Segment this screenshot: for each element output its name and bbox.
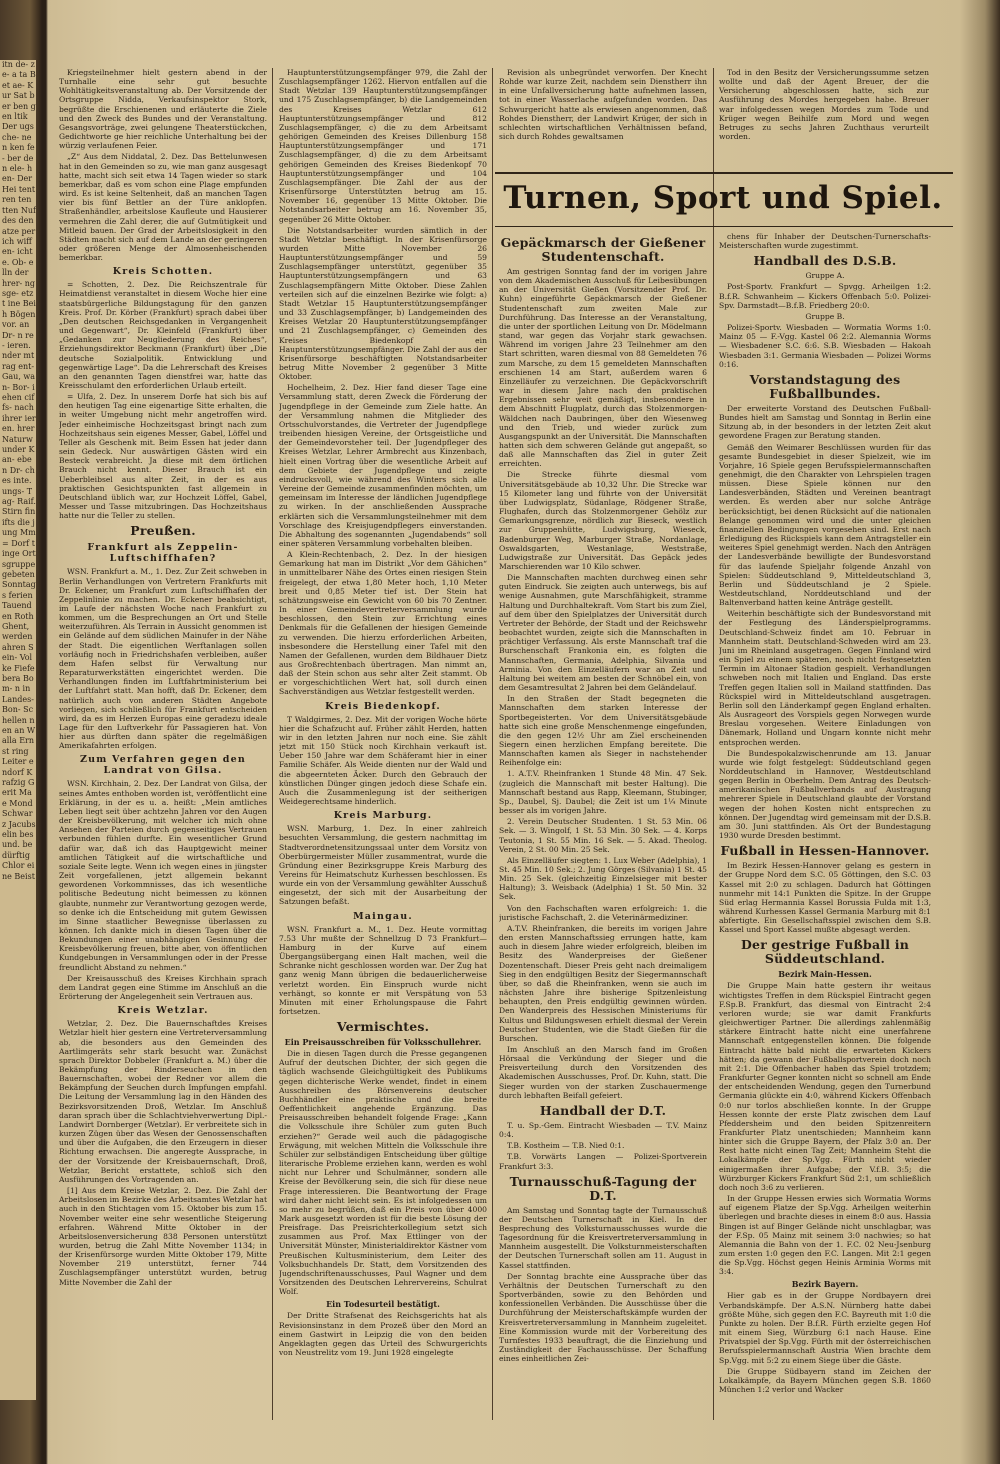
subsection-heading: Bezirk Bayern. — [791, 1279, 859, 1290]
column-3 — [499, 232, 707, 1420]
section-heading: Preußen. — [130, 523, 196, 539]
article-headline: Ein Todesurteil bestätigt. — [326, 1299, 440, 1310]
article-text: 2. Verein Deutscher Studenten. 1 St. 53 Min. 06 Sek. — 3. Wingolf, 1 St. 53 Min. 30 Sek. — 4. Korps Teutonia, 1 St. 55 Min. 16 Sek. — 5. Akad. Theolog. Verein, 2 St. 00 Min. 25 Sek. — [499, 817, 707, 854]
column-4 — [719, 232, 931, 1420]
match-result: T. u. Sp.-Gem. Eintracht Wiesbaden — T.V. Mainz 0:4. — [499, 1120, 707, 1140]
article-text: Tod in den Besitz der Versicherungssumme setzen wollte und daß der Agent Breuer, der die Versicherung abgeschlossen hatte, sich zur Ausführung des Mordes hergegeben habe. Breuer war infolgedessen wegen Mordes zum Tode und Krüger wegen Beihilfe zum Mord und wegen Betruges zu sechs Jahren Zuchthaus verurteilt worden. — [719, 68, 929, 142]
subsection-heading: Bezirk Main-Hessen. — [778, 969, 872, 980]
article-text: = Schotten, 2. Dez. Die Reichszentrale für Heimatdienst veranstaltet in diesem Woche hier eine staatsbürgerliche Bildungstagung für den ganzen Kreis. Prof. Dr. Körber (Frankfurt) sprach dabei über „Den deutschen Reichsgedanken in Vergangenheit und Gegenwart“, Dr. Kleinfeld (Frankfurt) über „Gedanken zur Neugliederung des Reiches“, Erziehungsdirektor Beckmann (Frankfurt) über „Die deutsche Sozialpolitik. Entwicklung und gegenwärtige Lage“. Da die Lehrerschaft des Kreises an den genannten Tagen dienstfrei war, hatte das Kreisschulamt den erforderlichen Urlaub erteilt. — [59, 280, 267, 390]
group-label: Gruppe B. — [805, 311, 845, 321]
match-result: T.B. Kostheim — T.B. Nied 0:1. — [507, 1141, 625, 1151]
article-text: 1. A.T.V. Rheinfranken 1 Stunde 48 Min. 47 Sek. (zugleich die Mannschaft mit bester Haltung). Die Mannschaft bestand aus Rapp, Kleemann, Stubinger, Sp., Daubel, Sj. Daubel; die Zeit ist um 1¼ Minute besser als im vorigen Jahre. — [499, 769, 707, 816]
article-text: Als Einzelläufer siegten: 1. Lux Weber (Adelphia), 1 St. 45 Min. 10 Sek.; 2. Jung Görges (Silvania) 1 St. 45 Min. 25 Sek. (gleichzeitig Einzelsieger mit bester Haltung); 3. Weisback (Adelphia) 1 St. 50 Min. 32 Sek. — [499, 855, 707, 902]
article-headline: Handball des D.S.B. — [753, 253, 897, 269]
article-text: Revision als unbegründet verworfen. Der Knecht Rohde war kurze Zeit, nachdem sein Dienstherr ihn in eine Unfallversicherung hatte aufnehmen lassen, tot in einer Wasserlache aufgefunden worden. Das Schwurgericht hatte als erwiesen angenommen, daß Rohdes Dienstherr, der Landwirt Krüger, der sich in schlechten wirtschaftlichen Verhältnissen befand, sich durch Rohdes gewaltsamen — [499, 68, 707, 142]
article-text: T Waldgirmes, 2. Dez. Mit der vorigen Woche hörte hier die Schafzucht auf. Früher zählt Herden, hatten wir in den letzten Jahren nur noch eine. Sie zählt jetzt mit 150 Stück noch Kirchhain verkauft ist. Ueber 150 Jahre war dem Schäferamt hier in einer Familie Schäfer. Als Weide dienten nur der Wald und die abgeernteten Äcker. Durch den Gebrauch der künstlichen Dünger gingen jedoch diese Schafe ein. Auch die Zusammenlegung ist der seitherigen Weidegerechtsame hinderlich. — [279, 714, 487, 807]
article-text: Gemäß den Weimarer Beschlüssen wurden für das gesamte Bundesgebiet in dieser Spielzeit, wie im Vorjahre, 16 Spiele gegen Berufsspielermannschaften genehmigt, die den Charakter von Lehrspielen tragen müssen. Diese Spiele können nur den Landesverbänden, Städten und Vereinen beantragt werden. Es werden aber nur solche Anträge berücksichtigt, bei denen Rücksicht auf die nationalen Belange genommen wird und die unter gleichen finanziellen Bedingungen vorgesehen sind. Erst nach Erledigung des Rückspiels kann dem Antragsteller ein weiteres Spiel genehmigt werden. Nach den Anträgen der Landesverbände bewilligte der Bundesvorstand für das laufende Spieljahr folgende Anzahl von Spielen: Süddeutschland 9, Mitteldeutschland 3, Berlin und Süddeutschland je 2 Spiele. Westdeutschland, Norddeutschland und der Baltenverband hatten keine Anträge gestellt. — [719, 442, 931, 608]
article-text: In den Straßen der Stadt begegneten die Mannschaften dem starken Interesse der Sportbegeisterten. Vor dem Universitätsgebäude hatte sich eine große Menschenmenge eingefunden, die den gegen 12½ Uhr am Ziel erscheinenden Siegern einen herzlichen Empfang bereitete. Die Mannschaften kamen als Sieger in nachstehender Reihenfolge ein: — [499, 694, 707, 768]
match-result: T.B. Vorwärts Langen — Polizei-Sportverein Frankfurt 3:3. — [499, 1152, 707, 1171]
article-text: Hier gab es in der Gruppe Nordbayern drei Verbandskämpfe. Der A.S.N. Nürnberg hatte dabei größte Mühe, sich gegen den F.C. Bayreuth mit 1:0 die Punkte zu holen. Der B.f.R. Fürth erzielte gegen Hof mit einem Sieg, Würzburg 6:1 nach Hause. Eine Privatspiel der Sp.Vgg. Fürth mit der österreichischen Berufsspielermannschaft Austria Wien brachte dem Sp.Vgg. mit 5:2 zu einem Siege über die Gäste. — [719, 1291, 931, 1365]
article-text: Der erweiterte Vorstand des Deutschen Fußball-Bundes hielt am Samstag und Sonntag in Berlin eine Sitzung ab, in der besonders in der letzten Zeit akut gewordene Fragen zur Beratung standen. — [719, 403, 931, 441]
section-heading: Kreis Schotten. — [112, 266, 214, 278]
article-text: WSN. Kirchhain, 2. Dez. Der Landrat von Gilsa, der seines Amtes enthoben worden ist, veröffentlicht eine Erklärung, in der es u. a. heißt: „Mein amtliches Leben liegt seit über achtzehn Jahren vor den Augen der Kreisbevölkerung, mit welcher ich mich ohne Ansehen der Parteien durch gegenseitiges Vertrauen verbunden fühlen durfte. Ein wesentlicher Grund dafür war, daß ich das Hauptgewicht meiner amtlichen Tätigkeit auf die wirtschaftliche und soziale Seite legte. Wenn ich wegen eines in jüngster Zeit vorgefallenen, jetzt allgemein bekannt gewordenen Vorkommnisses, das ich wesentliche politische Bedeutung nicht beimessen zu können glaubte, nunmehr zur Verantwortung gezogen werde, so denke ich die Entscheidung mit gutem Gewissen im Sinne staatlicher Bewegnisse überlassen zu können. Ich dankte mich in diesen Tagen über die Bekundungen einer unabhängigen Gesinnung der Kreisbevölkerung freuen, bitte aber, von öffentlichen Kundgebungen in Versammlungen oder in der Presse freundlicht Abstand zu nehmen.“ — [59, 779, 267, 972]
article-text: Die Strecke führte diesmal vom Universitätsgebäude ab 10,32 Uhr. Die Strecke war 15 Kilometer lang und führte von der Universität über Ludwigsplatz, Südanlage, Rödgener Straße, Flughafen, durch das Stolzenmorgener Gehölz zur Gemarkungsgrenze, nördlich zur Bieseck, westlich zur Gruppenhütte, Ludwigsburg, Wieseck, Badenburger Weg, Marburger Straße, Nordanlage, Oswaldsgarten, Westanlage, Weststraße, Ludwigstraße zur Universität. Das Gepäck jedes Marschierenden war 10 Kilo schwer. — [499, 470, 707, 571]
article-headline: Handball der D.T. — [539, 1102, 667, 1118]
article-text: Wetzlar, 2. Dez. Die Bauernschaftdes Kreises Wetzlar hielt hier gestern eine Vertreterversammlung ab, die besonders aus den Gemeinden des Aartlimgeräts sehr stark besucht war. Zunächst sprach Direktor Dobbeler (Frankfurt a. M.) über die Bekämpfung der Rinderseuchen in den Bauernschaften, wobei der Redner vor allem die Bekämpfung der Seuchen durch Impfungen empfahl. Die Leitung der Versammlung lag in den Händen des Bezirksvorsitzenden Droß, Wetzlar. Im Anschluß daran sprach über die Schlachtviehverwertung Dipl.-Landwirt Dornberger (Wetzlar). Er verbreitete sich in kurzen Zügen über das Wesen der Genossenschaften und über die Aufgaben, die den Erzeugern in dieser Richtung erwachsen. Die angeregte Aussprache, in der der Vorsitzende der Kreisbauernschaft, Droß, Wetzlar, Bericht erstattete, schloß sich den Ausführungen des Vortragenden an. — [59, 1019, 267, 1184]
article-text: Im Bezirk Hessen-Hannover gelang es gestern in der Gruppe Nord dem S.C. 05 Göttingen, den S.C. 03 Kassel mit 2:0 zu schlagen. Dadurch hat Göttingen nunmehr mit 14:1 Punkten die Spitze. In der Gruppe Süd erlag Hermannia Kassel Borussia Fulda mit 1:3, während Kurhessen Kassel Germania Marburg mit 8:1 abfertigte. Ein Gesellschaftsspiel zwischen dem S.B. Kassel und Sport Kassel mußte abgesagt werden. — [719, 861, 931, 935]
section-heading: Kreis Biedenkopf. — [325, 700, 441, 712]
column-2 — [279, 68, 487, 1420]
article-text: Hauptunterstützungsempfänger 979, die Zahl der Zuschlagsempfänger 1262. Hiervon entfallen auf die Stadt Wetzlar 139 Hauptunterstützungsempfänger und 175 Zuschlagsempfänger, b) die Landgemeinden des Kreises Wetzlar 612 Hauptunterstützungsempfänger und 812 Zuschlagsempfänger, c) die zu dem Arbeitsamt gehörigen Gemeinden des Kreises Dillenburg 158 Hauptunterstützungsempfänger und 171 Zuschlagsempfänger, d) die zu dem Arbeitsamt gehörigen Gemeinden des Kreises Biedenkopf 70 Hauptunterstützungsempfänger und 104 Zuschlagsempfänger. Die Zahl der aus der Krisenfürsorge Unterstützten betrug am 15. November 16, gegenüber 13 Mitte Oktober. Die Notstandsarbeiter betrug am 16. November 35, gegenüber 26 Mitte Oktober. — [279, 68, 487, 224]
column-4-top — [719, 68, 929, 168]
article-text: Weiterhin beschäftigte sich der Bundesvorstand mit der Festlegung des Länderspielprogramms. Deutschland-Schweiz findet am 10. Februar in Mannheim statt. Deutschland-Schweden wird am 23. Juni im Rheinland ausgetragen. Gegen Finnland wird ein Spiel zu einem späteren, noch nicht festgesetzten Termin im Altonaer Stadion gespielt. Verhandlungen schweben noch mit Italien und England. Das erste Treffen gegen Italien soll in Mailand stattfinden. Das Rückspiel wird in Mitteldeutschland ausgetragen. Berlin soll den Länderkampf gegen England erhalten. Als Ausrageort des Vorspiels gegen Norwegen wurde Breslau vorgesehen. Weitere Einladungen von Dänemark, Holland und Ungarn konnte nicht mehr entsprochen werden. — [719, 609, 931, 747]
column-rule — [272, 68, 273, 1420]
article-headline: Der gestrige Fußball in Süddeutschland. — [741, 937, 909, 967]
article-text: Die in diesen Tagen durch die Presse gegangenen Aufruf der deutschen Dichter, der sich gegen die täglich wachsende Gleichgültigkeit des Publikums gegen dichterische Werke wendet, findet in einem Ausschreiben des Börsenvereins deutscher Buchhändler eine praktische und die breite Oeffentlichkeit angehende Ergänzung. Das Preisausschreiben behandelt folgende Frage: „Kann die Volksschule ihre Schüler zum guten Buch erziehen?“ Gerade weil auch die pädagogische Erwägung, mit welchen Mitteln die Volksschule ihre Schüler zur selbständigen Entscheidung über gültige literarische Probleme erziehen kann, werden es wohl nicht nur Lehrer und Schulmänner, sondern alle Kreise der Bevölkerung sein, die sich für diese neue Frage interessieren. Die Beantwortung der Frage wird daher nicht leicht sein. Es ist infolgedessen um so mehr zu begrüßen, daß ein Preis von über 4000 Mark ausgesetzt worden ist für die beste Lösung der Preisfrage. Das Preisrichterkollegium setzt sich zusammen aus Prof. Max Ettlinger von der Universität Münster, Ministerialdirektor Kästner vom Preußischen Kultusministerium, dem Leiter des Volksbuchhandels Dr. Statt, dem Vorsitzenden des Jugendschriftenausschusses, Paul Wagner und dem Vorsitzenden des Deutschen Lehrervereins, Schulrat Wolf. — [279, 1049, 487, 1297]
article-text: Hochelheim, 2. Dez. Hier fand dieser Tage eine Versammlung statt, deren Zweck die Förderung der Jugendpflege in der Gemeinde zum Ziele hatte. An der Versammlung nahmen die Mitglieder des Ortsschulvorstandes, die Vertreter der Jugendpflege treibenden hiesigen Vereine, der Ortsgeistliche und der Gemeindevorsteher teil. Der Jugendpfleger des Kreises Wetzlar, Lehrer Armbrecht aus Kinzenbach, hielt einen Vortrag über die wesentliche Arbeit auf dem Gebiete der Jugendpflege und zeigte eindrucksvoll, wie während des Winters sich alle Vereine der Gemeinde zusammenfinden möchten, um gemeinsam im Interesse der ländlichen Jugendpflege zu wirken. In der anschließenden Aussprache erklärten sich die Versammlungsteilnehmer mit dem Vorschlage des Kreisjugendpflegers einverstanden. Die Abhaltung des sogenannten „Jugendabends“ soll einer späteren Versammlung vorbehalten bleiben. — [279, 383, 487, 548]
article-text: Kriegsteilnehmer hielt gestern abend in der Turnhalle eine sehr gut besuchte Wohltätigkeitsveranstaltung ab. Der Vorsitzende der Ortsgruppe Nidda, Verkaufsinspektor Stork, begrüßte die Erschienenen und erläuterte die Ziele und den Zweck des Bundes und der Veranstaltung. Gesangsvorträge, zwei gelungene Theaterstückchen, Gedichtworte ge hier reichliche Unterhaltung bei der würzig verlaufenen Feier. — [59, 68, 267, 151]
section-heading: Kreis Marburg. — [333, 810, 433, 822]
article-text: In der Gruppe Hessen erwies sich Wormatia Worms auf eigenem Platze der Sp.Vgg. Arheilgen weiterhin überlegen und brachte dieses in einem 8:0 aus. Hassia Bingen ist auf Binger Gelände nicht unschlagbar, was der F.Sp. 05 Mainz mit seinem 3:0 nachwies; so hat Alemannia die Bahn von der 1. F.C. 02 Neu-Jsenburg zum ersten 1:0 gegen den F.C. Langen. Mit 2:1 gegen die Sp.Vgg. Höchst gegen Heinis Arminia Worms mit 3:4. — [719, 1194, 931, 1277]
section-rule — [495, 226, 953, 227]
group-label: Gruppe A. — [805, 271, 845, 281]
article-text: Die Bundespokalzwischenrunde am 13. Januar wurde wie folgt festgelegt: Süddeutschland gegen Norddeutschland in Hannover, Westdeutschland gegen Berlin in Oberhelm. Dem Antrag des Deutsch-amerikanischen Fußballverbands auf Austragung mehrerer Spiele in Deutschland glaubte der Vorstand wegen der hohen Kosten nicht entsprechen zu können. Der Jugendtag wird gemeinsam mit der D.S.B. am 30. Juni stattfinden. Als Ort der Bundestagung 1930 wurde Dresden bestimmt. — [719, 748, 931, 841]
article-text: WSN. Frankfurt a. M., 1. Dez. Zur Zeit schweben in Berlin Verhandlungen von Vertretern Frankfurts mit Dr. Eckener, um Frankfurt zum Luftschiffhafen der Zeppelinlinie zu machen. Dr. Eckener beabsichtigt, im Laufe der nächsten Woche nach Frankfurt zu kommen, um die Besprechungen an Ort und Stelle weiterzuführen. Als Terrain in Aussicht genommen ist ein Gelände auf dem südlichen Mainufer in der Nähe der Stadt. Die eigentlichen Werftanlagen sollen vorläufig noch in Friedrichshafen verbleiben, außer dem Hafen selbst für Verwaltung nur Reparaturwerkstätten eingerichtet werden. Die Verhandlungen finden im Luftfahrtministerium bei der Luftfahrt statt. Man hofft, daß Dr. Eckener, dem natürlich auch von anderen Städten Angebote vorliegen, sich schließlich für Frankfurt entscheiden wird, da es im Herzen Europas eine geradezu ideale Lage für den Luftverkehr für Passagieren hat. Von hier aus dürften dann später die regelmäßigen Amerikafahrten erfolgen. — [59, 567, 267, 751]
section-banner: Turnen, Sport und Spiel. — [503, 180, 943, 216]
column-rule — [713, 68, 714, 1420]
article-headline: Gepäckmarsch der Gießener Studentenschaft. — [500, 235, 706, 264]
match-result: Polizei-Sportv. Wiesbaden — Wormatia Worms 1:0. Mainz 05 — F.-Vgg. Kastel 06 2:2. Alemannia Worms — Wiesbadener S.C. 6:6. S.B. Wiesbaden — Hakoah Wiesbaden 3:1. Germania Wiesbaden — Polizei Worms 0:16. — [719, 323, 931, 369]
column-3-top — [499, 68, 707, 168]
section-heading: Vermischtes. — [336, 1019, 430, 1035]
article-text: Am Samstag und Sonntag tagte der Turnausschuß der Deutschen Turnerschaft in Kiel. In der Besprechung des Volksturnausschusses wurde die Tagesordnung für die Kreisvertreterversammlung in Mannheim ausgestellt. Die Volksturnmeisterschaften der Deutschen Turnerschaft sollen am 11. August in Kassel stattfinden. — [499, 1205, 707, 1270]
article-text: Der Kreisausschuß des Kreises Kirchhain sprach dem Landrat gegen eine Stimme im Anschluß an die Erörterung der Angelegenheit sein Vertrauen aus. — [59, 973, 267, 1002]
article-text: chens für Inhaber der Deutschen-Turnerschafts-Meisterschaften wurde zugestimmt. — [719, 232, 931, 251]
section-heading: Kreis Wetzlar. — [117, 1005, 209, 1017]
article-text: [1] Aus dem Kreise Wetzlar, 2. Dez. Die Zahl der Arbeitslosen im Bezirke des Arbeitsamtes Wetzlar hat auch in den Stichtagen vom 15. Oktober bis zum 15. November weiter eine sehr wesentliche Steigerung erfahren. Während Mitte Oktober in der Arbeitslosenversicherung 838 Personen unterstützt wurden, betrug die Zahl Mitte November 1134; in der Krisenfürsorge wurden Mitte Oktober 179, Mitte November 219 unterstützt, ferner 744 Zuschlagsempfänger unterstützt wurden, betrug Mitte November die Zahl der — [59, 1186, 267, 1287]
article-text: Von den Fachschaften waren erfolgreich: 1. die juristische Fachschaft, 2. die Veterinärmediziner. — [499, 903, 707, 922]
article-text: WSN. Marburg, 1. Dez. In einer zahlreich besuchten Versammlung, die gestern nachmittag im Stadtverordnetensitzungssaal unter dem Vorsitz von Oberbürgermeister Müller zusammentrat, wurde die Gründung einer Bezirksgruppe Kreis Marburg des Vereins für Heimatschutz Kurhessen beschlossen. Es wurde ein von der Versammlung gewählter Ausschuß eingesetzt, der sich mit der Ausarbeitung der Satzungen befaßt. — [279, 824, 487, 907]
article-text: „Z“ Aus dem Niddatal, 2. Dez. Das Bettelunwesen hat in den Gemeinden so zu, wie man ganz ausgesagt hatte, macht sich seit etwa 14 Tagen wieder so stark bemerkbar, daß es vom schon eine Plage empfunden wird. Es ist keine Seltenheit, daß an manchen Tagen vier bis fünf Bettler an der Türe anklopfen. Straßenhändler, arbeitslose Kaufleute und Hausierer vermehren die Zahl derer, die auf Gutmütigkeit und Mitleid bauen. Der Grad der Arbeitslosigkeit in den Städten macht sich auf dem Lande an der geringeren oder größeren Menge der Almosenheischenden bemerkbar. — [59, 152, 267, 263]
article-headline: Vorstandstagung des Fußballbundes. — [749, 371, 901, 401]
adjacent-page-text: itn de- ze- a ta Bet ae- Kur Sat ber ben gen ltik Der ugs che- nen ken fe- ber den ele- hen- Der Hei tent ren ten tten Nuf des den atze per ich wiffen- ichte. Ob- elln der hrer- ngsge- etzt ine Beih Bögen vor. an Dr- n re- ieren. nder mtrag ent- Gau, wan- Bor- iehen ciffs- nach ihrer ieren. hrer Naturwunder Kan- eben Dr- ch es inte. ungs- Tag- Raif. Stirn fin ifts die jung Mm= Dorf tinge Ortsgruppe gebeten Sonntags ferien Tauenden Roth Ghent, werden ahren Sein- Volke Fiefe bera Bom- n in Landes- Bon- Schellen nen an Walla Ernst ring Leiter endorf Krafzig Gerit Mae Mond Schwarz Jacubs elin bes und. bedürftig Chlor eine Beist — [2, 60, 36, 881]
article-text: A Klein-Rechtenbach, 2. Dez. In der hiesigen Gemarkung hat man im Distrikt „Vor dem Gähichen“ in unmittelbarer Nähe des Ortes einen riesigen Stein freigelegt, der etwa 1,80 Meter hoch, 1,10 Meter breit und 0,85 Meter tief ist. Der Stein hat schätzungsweise ein Gewicht von 60 bis 70 Zentner. In einer Gemeindevertreterversammlung wurde beschlossen, den Stein zur Errichtung eines Denkmals für die Gefallenen der hiesigen Gemeinde zu verwenden. Die hierzu erforderlichen Arbeiten, insbesondere die Herstellung einer Tafel mit den Namen der Gefallenen, wurden dem Bildhauer Dietz aus Großrechtenbach übertragen. Man nimmt an, daß der Stein schon aus sehr alter Zeit stammt. Ob er vorgeschichtlichen Wert hat, soll durch einen Sachverständigen aus Wetzlar festgestellt werden. — [279, 550, 487, 697]
article-text: = Ulfa, 2. Dez. In unserem Dorfe hat sich bis auf den heutigen Tag eine eigenartige Sitte erhalten, die in weiter Umgebung nicht mehr angetroffen wird. Jeder einheimische Hochzeitsgast bringt nach zum Hochzeitshaus sein eigenes Messer, Gabel, Löffel und Teller als Geschenk mit. Beim Essen hat jeder dann sein Gedeck. Nur auswärtigen Gästen wird ein Besteck verabreicht. Ja diese mit dem örtlichen Brauch nicht kennt. Dieser Brauch ist ein Ueberbleibsel aus alter Zeit, in der es aus praktischen Gesichtspunkten fast allgemein in Deutschland üblich war, zur Hochzeit Löffel, Gabel, Messer und Tasse mitzubringen. Das Hochzeitshaus hatte nur die Teller zu stellen. — [59, 392, 267, 521]
article-text: Am gestrigen Sonntag fand der im vorigen Jahre von dem Akademischen Ausschuß für Leibesübungen an der Universität Gießen (Vorsitzender Prof. Dr. Kuhn) eingeführte Gepäckmarsch der Gießener Studentenschaft zum zweiten Male zur Durchführung. Das Interesse an der Veranstaltung, die unter der sportlichen Leitung von Dr. Mödelmann stand, war gegen das Vorjahr stark gewachsen. Während im vorigen Jahre 23 Teilnehmer am den Start schritten, waren diesmal von 88 Gemeldeten 76 zum Marsche, zu dem 15 gemeldeten Mannschaften erschienen 14 am Start, außerdem waren 6 Einzelläufer zu verzeichnen. Die Gepäckvorschrift war in diesem Jahre nach den praktischen Ergebnissen sehr weit gemäßigt, insbesondere in dem Abschnitt Flugplatz, durch das Stolzenmorgen-Wäldchen nach Daubringen, über den Wiesenweg und den Trieb, und wieder zurück zum Ausgangspunkt an der Universität. Die Mannschaften hatten sich dem schweren Gelände gut angepaßt, so daß alle Mannschaften das Ziel in guter Zeit erreichten. — [499, 267, 707, 469]
article-text: Im Anschluß an den Marsch fand im Großen Hörsaal die Verkündung der Sieger und die Preisverteilung durch den Vorsitzenden des Akademischen Ausschusses, Prof. Dr. Kuhn, statt. Die Sieger wurden von der starken Zuschauermenge durch lebhaften Beifall gefeiert. — [499, 1044, 707, 1100]
article-headline: Turnausschuß-Tagung der D.T. — [509, 1173, 697, 1203]
article-text: Der Sonntag brachte eine Aussprache über das Verhältnis der Deutschen Turnerschaft zu den Sportverbänden, sowie zu den Behörden und konfessionellen Verbänden. Die Ausschüsse über die Durchführung der Meisterschaftskämpfe wurden der Kreisvertreterversammlung in Mannheim zugeleitet. Eine Kommission wurde mit der Vorbereitung des Turnfestes 1933 beauftragt, die die Einziehung und Zuständigkeit der Fachausschüsse. Der Schaffung eines einheitlichen Zei- — [499, 1271, 707, 1364]
adjacent-page-edge — [0, 60, 36, 1400]
article-text: Die Gruppe Main hatte gestern ihr weitaus wichtigstes Treffen in dem Rückspiel Eintracht gegen F.Sp.B. Frankfurt, das diesmal von Eintracht 2:4 verloren wurde; sie war damit Frankfurts gleichwertiger Partner. Die allerdings zahlenmäßig stärkere Eintracht hatte nicht eine unerfahrene Mannschaft entgegenstellen können. Die folgende Eintracht hätte bald nicht die erwarteten Kickers hätten; da gewann der Fußballsportverein doch noch mit 2:1. Die Offenbacher haben das Spiel trotzdem; Frankfurter Gegner konnten nicht so schnell am Ende der entscheidenden Wendung, gegen den Turnerbund Germania glückte ein 4:0, während Kickers Offenbach 0:0 nur torlos abschließen konnte. In der Gruppe Hessen konnte der erste Platz zwischen dem Lauf Pfeddersheim und den beiden Spitzenreitern Frankfurter Platz unentschieden; Mannheim kann hinter sich die Gruppe Bayern, der Pfalz 3:0 an. Der Rest hatte nicht einen Tag Zeit; Mannheim Steht die Lokalkämpfe der Sp.Vgg. Fürth nicht wieder einigermaßen ihrer Aufgabe; der V.f.B. 3:5; die Würzburger Kickers Frankfurt Süd 2:1, um schließlich doch noch 3:6 zu verlieren. — [719, 981, 931, 1192]
article-text: Der Dritte Strafsenat des Reichsgerichts hat als Revisionsinstanz in dem Prozeß über den Mord an einem Gastwirt in Leipzig die von den beiden Angeklagten gegen das Urteil des Schwurgerichts von Neustrelitz vom 19. Juni 1928 eingelegte — [279, 1311, 487, 1357]
article-headline: Fußball in Hessen-Hannover. — [720, 843, 930, 859]
article-headline: Zum Verfahren gegen den Landrat von Gilsa. — [80, 754, 246, 777]
article-text: A.T.V. Rheinfranken, die bereits im vorigen Jahre den ersten Mannschaftssieg errungen hatte, kam auch in diesem Jahre wieder erfolgreich, bleiben im Besitz des Wanderpreises der Gießener Dozentenschaft. Dieser Preis geht nach dreimaligem Sieg in den endgültigen Besitz der Siegermannschaft über, so daß die Rheinfranken, wenn sie auch im nächsten Jahre ihre bisherige Spitzenleistung behaupten, den Preis endgültig gewinnen würden. Den Wanderpreis des Hessischen Ministeriums für Kultus und Bildungswesen erhielt diesmal der Verein Deutscher Studenten, wie die Stadt Gießen für die Burschen. — [499, 923, 707, 1043]
article-text: Die Mannschaften machten durchweg einen sehr guten Eindruck. Sie zeigten auch unterwegs, bis auf wenige Ausnahmen, gute Marschfähigkeit, stramme Haltung und Durchhaltekraft. Vom Start bis zum Ziel, auf dem über den Spielplatzes der Universität durch Vertreter der Behörde, der Stadt und der Reichswehr beobachtet wurden, zeigte sich die Mannschaften in prächtiger Verfassung. Als erste Mannschaft traf die Burschenschaft Frankonia ein, es folgten die Mannschaften, Germania, Adelphia, Silvania und Arminia. Von den Einzelläufern war an Zeit und Haltung bei weitem am besten der Schnöbel ein, von dem Gesamtresultat 2 Jahren bei dem Geländelauf. — [499, 573, 707, 693]
column-1 — [59, 68, 267, 1420]
article-headline: Ein Preisausschreiben für Volksschullehrer. — [284, 1037, 482, 1048]
section-rule — [495, 172, 953, 174]
article-text: Die Notstandsarbeiter wurden sämtlich in der Stadt Wetzlar beschäftigt. In der Krisenfürsorge wurden Mitte November 26 Hauptunterstützungsempfänger und 59 Zuschlagsempfänger unterstützt, gegenüber 35 Hauptunterstützungsempfängern und 63 Zuschlagsempfängern Mitte Oktober. Diese Zahlen verteilen sich auf die einzelnen Bezirke wie folgt: a) Stadt Wetzlar 15 Hauptunterstützungsempfänger und 33 Zuschlagsempfänger, b) Landgemeinden des Kreises Wetzlar 20 Hauptunterstützungsempfänger und 21 Zuschlagsempfänger, c) Gemeinden des Kreises Biedenkopf ein Hauptunterstützungsempfänger. Die Zahl der aus der Krisenfürsorge beschäftigten Notstandsarbeiter betrug Mitte November 2 gegenüber 3 Mitte Oktober. — [279, 225, 487, 382]
article-text: Die Gruppe Südbayern stand im Zeichen der Lokalkämpfe, da Bayern München gegen S.B. 1860 München 1:2 verlor und Wacker — [719, 1366, 931, 1395]
match-result: Post-Sportv. Frankfurt — Spvgg. Arheilgen 1:2. B.f.R. Schwanheim — Kickers Offenbach 5:0. Polizei-Spv. Darmstadt—B.f.B. Friedberg 20:0. — [719, 282, 931, 310]
section-heading: Maingau. — [353, 910, 413, 922]
article-text: WSN. Frankfurt a. M., 1. Dez. Heute vormittag 7.53 Uhr mußte der Schnellzug D 73 Frankfurt—Hamburg in der Kurve auf einem Übergangsübergang einen Halt machen, weil die Schranke nicht geschlossen worden war. Der Zug hat ganz wenig Mann übrigen die bedauerlicherweise verletzt worden. Ein Einspruch wurde nicht verhängt, so konnte er mit Verspätung von 53 Minuten mit einer Erholungspause die Fahrt fortsetzen. — [279, 924, 487, 1016]
column-rule — [492, 68, 493, 1420]
article-headline: Frankfurt als Zeppelin-Luftschiffhafen? — [87, 542, 239, 565]
newspaper-page — [55, 68, 955, 1424]
